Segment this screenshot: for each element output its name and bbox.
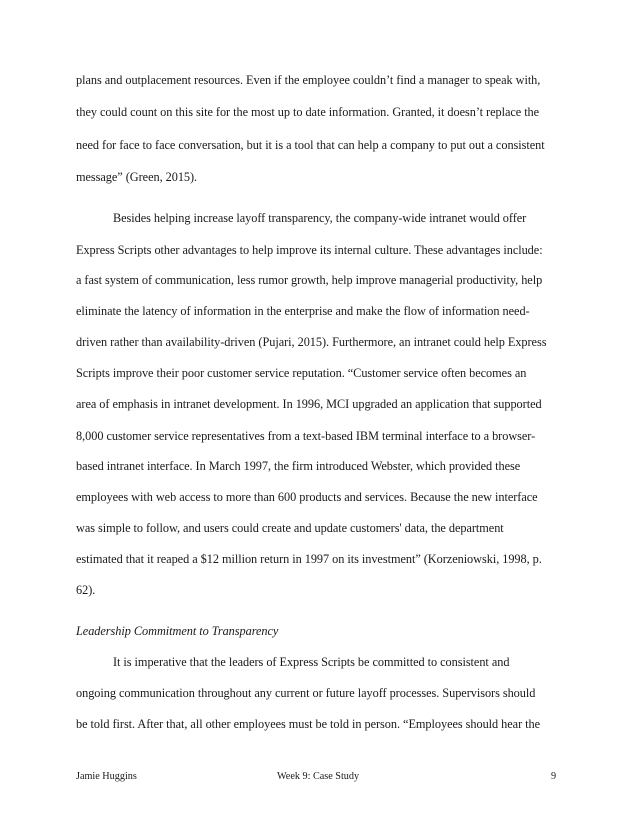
paragraph-first-line: It is imperative that the leaders of Express Scripts be committed to consistent and bbox=[113, 655, 510, 669]
footer-title: Week 9: Case Study bbox=[277, 771, 360, 782]
body-line: need for face to face conversation, but it is a tool that can help a company to put out a consistent bbox=[76, 138, 545, 152]
body-line: a fast system of communication, less rumor growth, help improve managerial productivity, help bbox=[76, 273, 543, 287]
body-line: ongoing communication throughout any current or future layoff processes. Supervisors should bbox=[76, 686, 536, 700]
body-line: 8,000 customer service representatives from a text-based IBM terminal interface to a browser- bbox=[76, 429, 536, 443]
footer-author: Jamie Huggins bbox=[76, 771, 137, 782]
body-line: Scripts improve their poor customer service reputation. “Customer service often becomes an bbox=[76, 366, 527, 380]
section-heading: Leadership Commitment to Transparency bbox=[76, 624, 279, 638]
body-line: they could count on this site for the most up to date information. Granted, it doesn’t replace the bbox=[76, 105, 540, 119]
body-line: employees with web access to more than 600 products and services. Because the new interface bbox=[76, 490, 538, 504]
body-line: message” (Green, 2015). bbox=[76, 170, 198, 184]
body-line: was simple to follow, and users could create and update customers' data, the department bbox=[76, 521, 504, 535]
body-line: Express Scripts other advantages to help improve its internal culture. These advantages include: bbox=[76, 243, 543, 257]
body-line: eliminate the latency of information in the enterprise and make the flow of information need- bbox=[76, 304, 530, 318]
body-line: area of emphasis in intranet development. In 1996, MCI upgraded an application that supported bbox=[76, 397, 542, 411]
footer-page-number: 9 bbox=[551, 771, 557, 782]
body-line: based intranet interface. In March 1997, the firm introduced Webster, which provided these bbox=[76, 459, 521, 473]
body-line: plans and outplacement resources. Even if the employee couldn’t find a manager to speak with, bbox=[76, 73, 541, 87]
body-line: estimated that it reaped a $12 million return in 1997 on its investment” (Korzeniowski, 1998, p. bbox=[76, 552, 542, 566]
body-line: be told first. After that, all other employees must be told in person. “Employees should hear the bbox=[76, 717, 541, 731]
body-line: 62). bbox=[76, 583, 96, 597]
body-line: driven rather than availability-driven (Pujari, 2015). Furthermore, an intranet could help Express bbox=[76, 335, 547, 349]
paragraph-first-line: Besides helping increase layoff transparency, the company-wide intranet would offer bbox=[113, 211, 527, 225]
